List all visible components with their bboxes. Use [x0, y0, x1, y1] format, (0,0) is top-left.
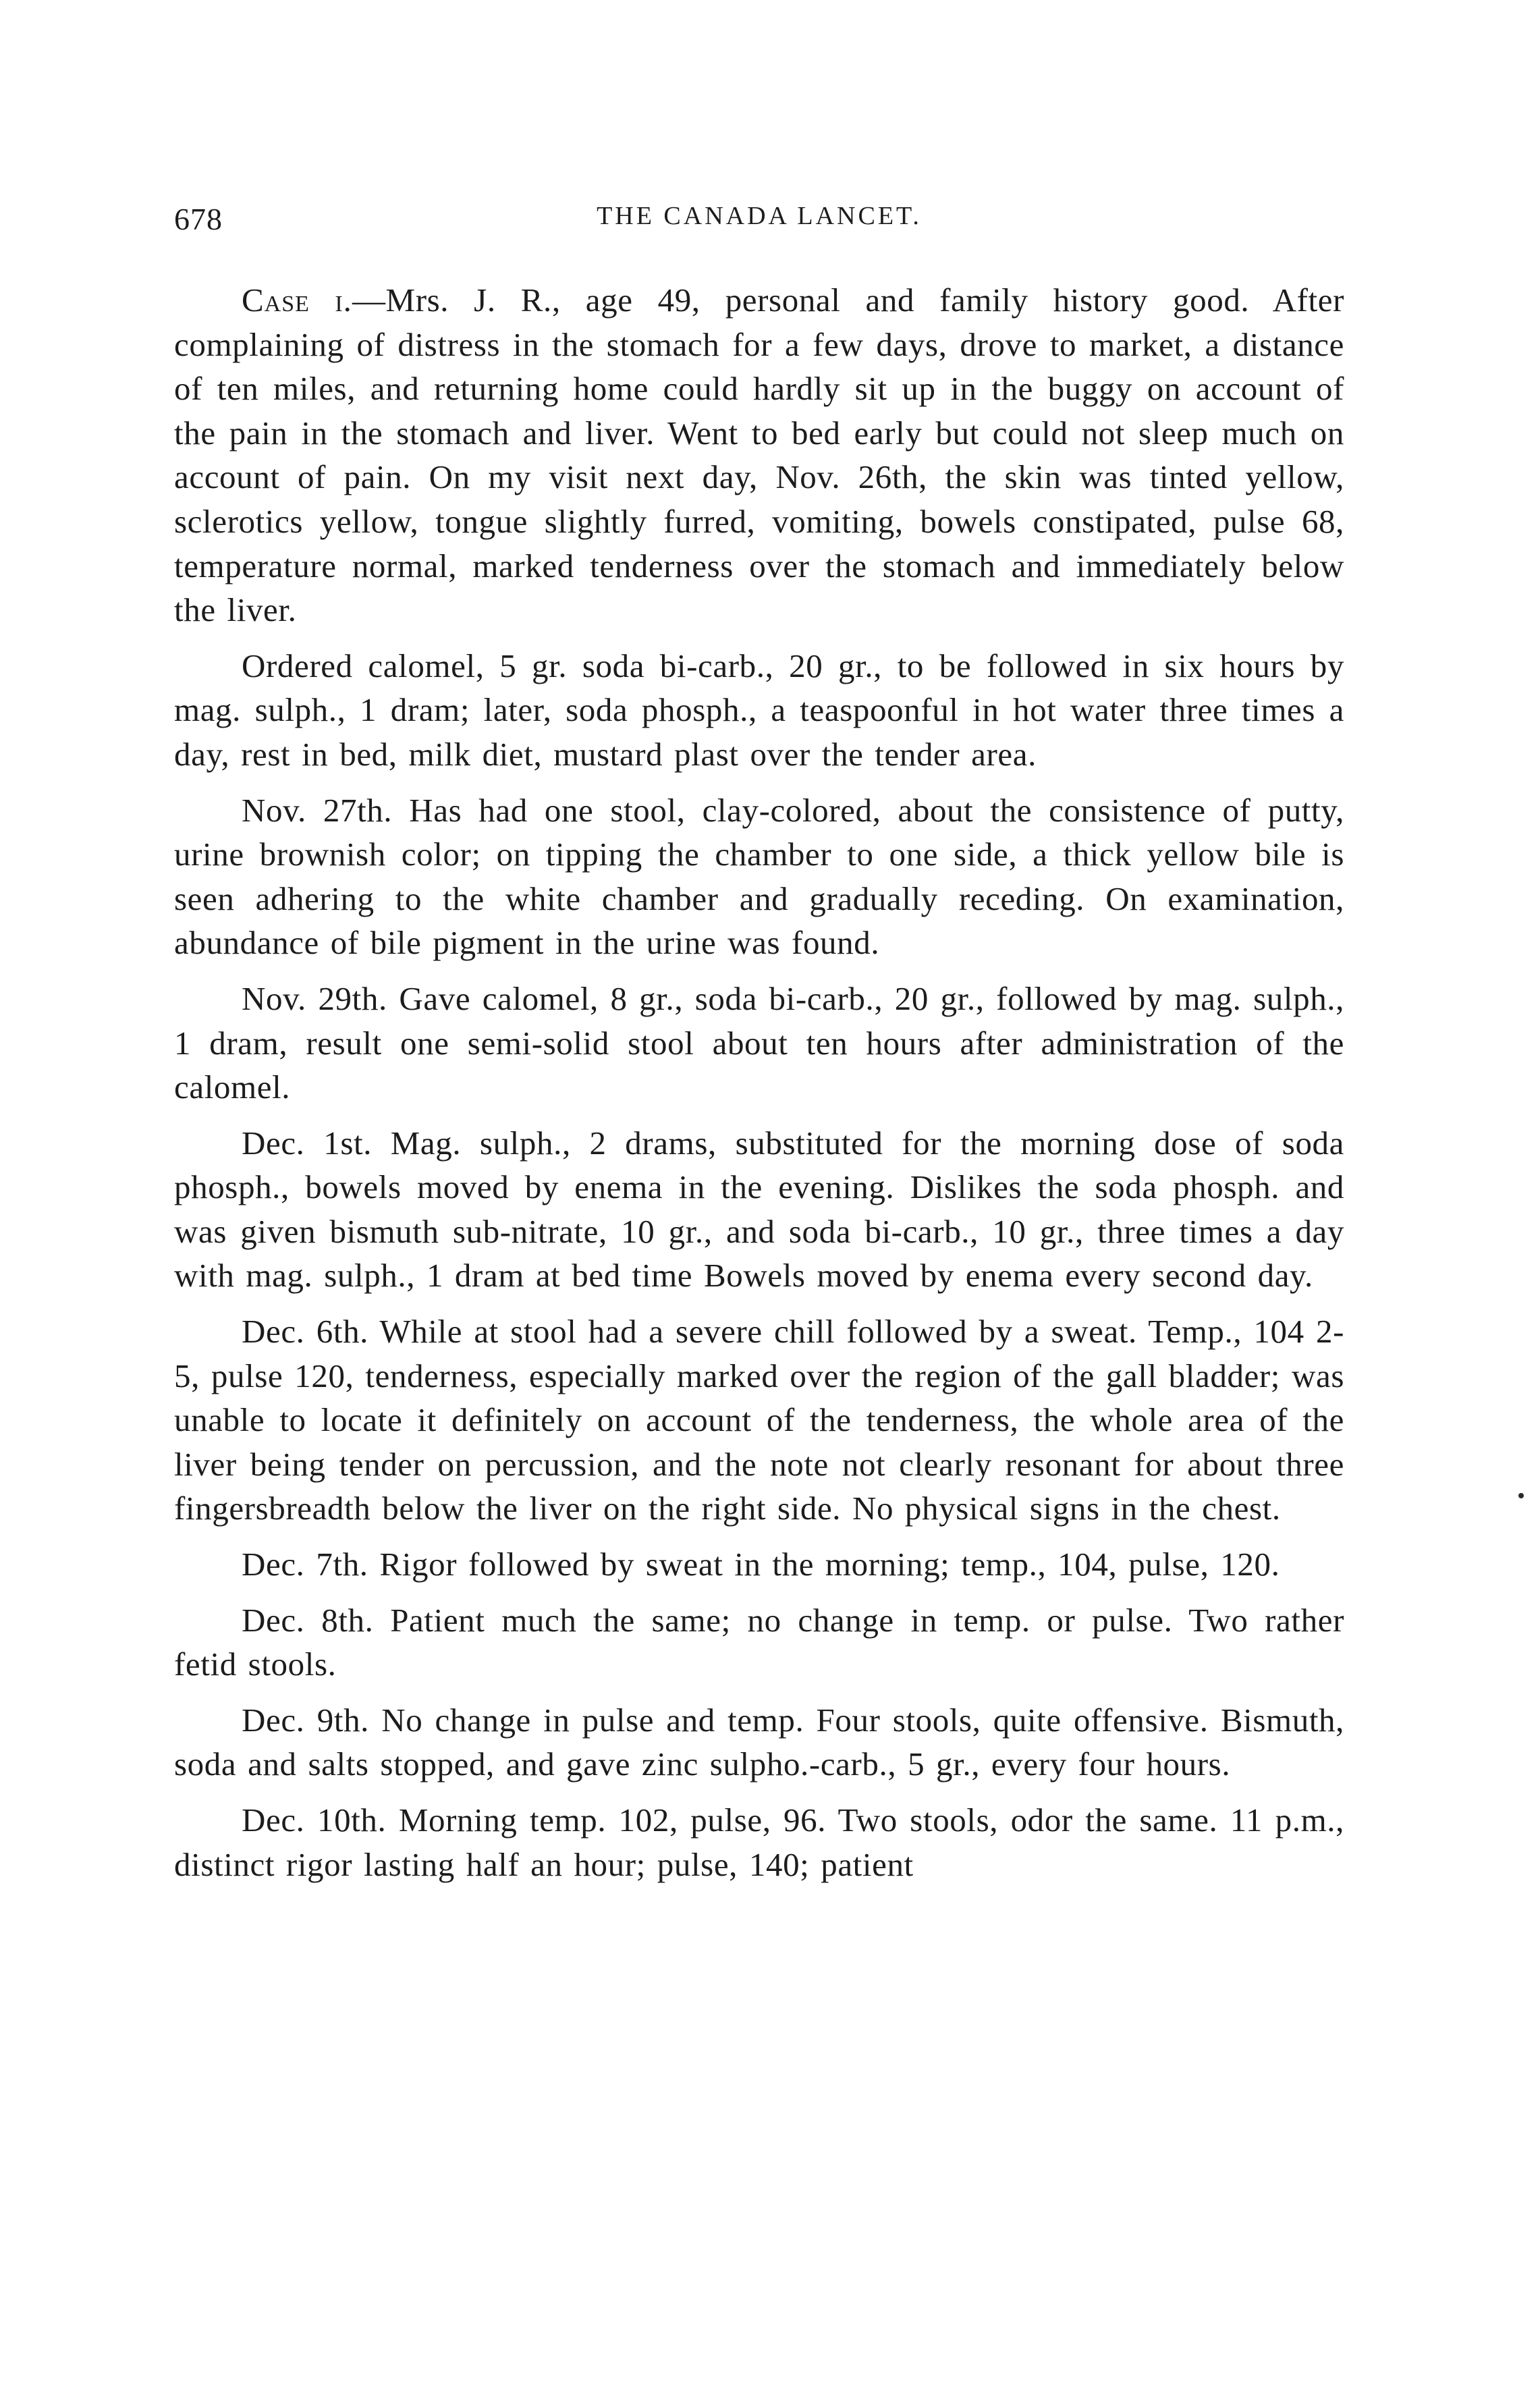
- paragraph-text: —Mrs. J. R., age 49, personal and family history good. After complaining of distress in the stomach for a few days, drove to market, a distance of ten miles, and returning home could hardly sit up in the buggy on account of the pain in the stomach and liver. Went to bed early but could not sleep much on account of pain. On my visit next day, Nov. 26th, the skin was tinted yellow, sclerotics yellow, tongue slightly furred, vomiting, bowels constipated, pulse 68, temperature normal, marked tenderness over the stomach and immediately below the liver.: [174, 281, 1344, 629]
- paragraph-dec-10: Dec. 10th. Morning temp. 102, pulse, 96. Two stools, odor the same. 11 p.m., distinct rigor lasting half an hour; pulse, 140; patient: [174, 1801, 1344, 1883]
- paragraph-dec-1: Dec. 1st. Mag. sulph., 2 drams, substituted for the morning dose of soda phosph., bowels moved by enema in the evening. Dislikes the soda phosph. and was given bismuth sub-nitrate, 10 gr., and soda bi-carb., 10 gr., three times a day with mag. sulph., 1 dram at bed time Bowels moved by enema every second day.: [174, 1124, 1344, 1295]
- page-number: 678: [174, 202, 223, 236]
- paragraph-dec-9: Dec. 9th. No change in pulse and temp. Four stools, quite offensive. Bismuth, soda and salts stopped, and gave zinc sulpho.-carb., 5 gr., every four hours.: [174, 1701, 1344, 1783]
- paragraph-orders: Ordered calomel, 5 gr. soda bi-carb., 20 gr., to be followed in six hours by mag. sulph., 1 dram; later, soda phosph., a teaspoonful in hot water three times a day, rest in bed, milk diet, mustard plast over the tender area.: [174, 647, 1344, 773]
- paragraph-dec-8: Dec. 8th. Patient much the same; no change in temp. or pulse. Two rather fetid stools.: [174, 1601, 1344, 1683]
- running-head: THE CANADA LANCET.: [597, 202, 922, 230]
- margin-speck: [1518, 1493, 1524, 1498]
- paragraph-nov-27: Nov. 27th. Has had one stool, clay-colored, about the consistence of putty, urine brownish color; on tipping the chamber to one side, a thick yellow bile is seen adhering to the white chamber and gradually receding. On examination, abundance of bile pigment in the urine was found.: [174, 791, 1344, 962]
- article-body: [174, 278, 1344, 1898]
- paragraph-dec-6: Dec. 6th. While at stool had a severe chill followed by a sweat. Temp., 104 2-5, pulse 120, tenderness, especially marked over the region of the gall bladder; was unable to locate it definitely on account of the tenderness, the whole area of the liver being tender on percussion, and the note not clearly resonant for about three fingersbreadth below the liver on the right side. No physical signs in the chest.: [174, 1313, 1344, 1527]
- paragraph-nov-29: Nov. 29th. Gave calomel, 8 gr., soda bi-carb., 20 gr., followed by mag. sulph., 1 dram, result one semi-solid stool about ten hours after administration of the calomel.: [174, 979, 1344, 1106]
- page-header: [174, 201, 1344, 242]
- paragraph-case-intro: [174, 278, 1344, 632]
- case-heading: Case i.: [242, 281, 352, 319]
- paragraph-dec-7: Dec. 7th. Rigor followed by sweat in the morning; temp., 104, pulse, 120.: [242, 1546, 1280, 1583]
